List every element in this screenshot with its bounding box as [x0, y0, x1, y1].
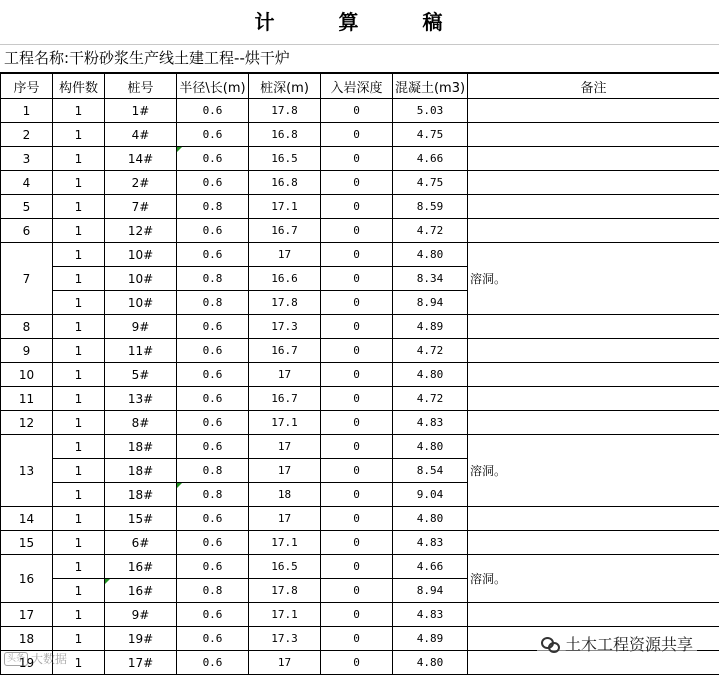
calc-table [0, 73, 719, 675]
cell-radius: 0.6 [177, 123, 249, 147]
cell-seq: 7 [1, 243, 53, 315]
cell-count: 1 [53, 531, 105, 555]
table-row [1, 243, 719, 267]
cell-depth: 17 [249, 363, 321, 387]
cell-concrete: 4.72 [393, 387, 468, 411]
cell-rock-depth: 0 [321, 147, 393, 171]
table-row [1, 171, 719, 195]
cell-rock-depth: 0 [321, 315, 393, 339]
cell-seq: 12 [1, 411, 53, 435]
cell-rock-depth: 0 [321, 651, 393, 675]
cell-seq: 9 [1, 339, 53, 363]
cell-count: 1 [53, 123, 105, 147]
cell-remark [468, 339, 719, 363]
cell-radius: 0.6 [177, 651, 249, 675]
table-row [1, 99, 719, 123]
cell-seq: 3 [1, 147, 53, 171]
cell-rock-depth: 0 [321, 363, 393, 387]
cell-count: 1 [53, 363, 105, 387]
cell-pile-no: 2# [105, 171, 177, 195]
cell-depth: 16.8 [249, 123, 321, 147]
cell-seq: 13 [1, 435, 53, 507]
cell-depth: 16.7 [249, 219, 321, 243]
cell-concrete: 5.03 [393, 99, 468, 123]
cell-radius: 0.6 [177, 507, 249, 531]
cell-pile-no: 16# [105, 555, 177, 579]
cell-rock-depth: 0 [321, 579, 393, 603]
cell-pile-no: 18# [105, 483, 177, 507]
cell-pile-no: 10# [105, 291, 177, 315]
cell-remark [468, 387, 719, 411]
header-seq: 序号 [1, 74, 53, 99]
cell-depth: 17.1 [249, 531, 321, 555]
cell-concrete: 4.83 [393, 531, 468, 555]
cell-remark [468, 195, 719, 219]
header-pile-no: 桩号 [105, 74, 177, 99]
cell-pile-no: 4# [105, 123, 177, 147]
cell-rock-depth: 0 [321, 195, 393, 219]
cell-concrete: 4.83 [393, 411, 468, 435]
header-concrete: 混凝土(m3) [393, 74, 468, 99]
cell-radius: 0.8 [177, 267, 249, 291]
cell-count: 1 [53, 195, 105, 219]
cell-concrete: 4.75 [393, 123, 468, 147]
cell-rock-depth: 0 [321, 627, 393, 651]
cell-seq: 19 [1, 651, 53, 675]
cell-count: 1 [53, 435, 105, 459]
cell-concrete: 4.66 [393, 555, 468, 579]
cell-rock-depth: 0 [321, 555, 393, 579]
cell-seq: 6 [1, 219, 53, 243]
table-row [1, 147, 719, 171]
cell-count: 1 [53, 267, 105, 291]
cell-count: 1 [53, 483, 105, 507]
cell-remark [468, 507, 719, 531]
header-radius: 半径\长(m) [177, 74, 249, 99]
cell-rock-depth: 0 [321, 171, 393, 195]
cell-remark [468, 531, 719, 555]
cell-depth: 17.1 [249, 195, 321, 219]
cell-pile-no: 18# [105, 435, 177, 459]
cell-pile-no: 14# [105, 147, 177, 171]
cell-radius: 0.6 [177, 219, 249, 243]
cell-rock-depth: 0 [321, 291, 393, 315]
project-name: 工程名称:干粉砂浆生产线土建工程--烘干炉 [0, 45, 719, 73]
cell-concrete: 4.80 [393, 507, 468, 531]
watermark-text: 土木工程资源共享 [565, 632, 693, 655]
cell-rock-depth: 0 [321, 243, 393, 267]
cell-count: 1 [53, 579, 105, 603]
cell-concrete: 4.75 [393, 171, 468, 195]
cell-count: 1 [53, 147, 105, 171]
cell-count: 1 [53, 387, 105, 411]
cell-radius: 0.8 [177, 291, 249, 315]
header-remark: 备注 [468, 74, 719, 99]
cell-pile-no: 6# [105, 531, 177, 555]
cell-remark [468, 171, 719, 195]
cell-concrete: 8.94 [393, 579, 468, 603]
cell-pile-no: 5# [105, 363, 177, 387]
cell-pile-no: 9# [105, 603, 177, 627]
cell-remark [468, 315, 719, 339]
table-row [1, 363, 719, 387]
cell-seq: 2 [1, 123, 53, 147]
cell-count: 1 [53, 291, 105, 315]
cell-depth: 17.1 [249, 603, 321, 627]
cell-concrete: 4.80 [393, 435, 468, 459]
cell-pile-no: 1# [105, 99, 177, 123]
cell-radius: 0.6 [177, 435, 249, 459]
cell-depth: 17.3 [249, 627, 321, 651]
cell-radius: 0.6 [177, 603, 249, 627]
cell-concrete: 4.80 [393, 243, 468, 267]
cell-concrete: 4.80 [393, 651, 468, 675]
cell-seq: 5 [1, 195, 53, 219]
table-row [1, 531, 719, 555]
cell-remark [468, 147, 719, 171]
cell-concrete: 4.72 [393, 339, 468, 363]
cell-depth: 16.5 [249, 147, 321, 171]
cell-remark [468, 123, 719, 147]
cell-remark [468, 411, 719, 435]
cell-radius: 0.6 [177, 363, 249, 387]
cell-seq: 10 [1, 363, 53, 387]
header-rock-depth: 入岩深度 [321, 74, 393, 99]
cell-rock-depth: 0 [321, 483, 393, 507]
cell-rock-depth: 0 [321, 411, 393, 435]
cell-seq: 15 [1, 531, 53, 555]
cell-pile-no: 12# [105, 219, 177, 243]
cell-seq: 4 [1, 171, 53, 195]
cell-pile-no: 8# [105, 411, 177, 435]
cell-count: 1 [53, 627, 105, 651]
cell-radius: 0.6 [177, 411, 249, 435]
cell-depth: 16.5 [249, 555, 321, 579]
cell-radius: 0.6 [177, 531, 249, 555]
cell-rock-depth: 0 [321, 339, 393, 363]
cell-radius: 0.8 [177, 483, 249, 507]
cell-count: 1 [53, 339, 105, 363]
cell-rock-depth: 0 [321, 219, 393, 243]
cell-rock-depth: 0 [321, 507, 393, 531]
cell-remark [468, 99, 719, 123]
cell-depth: 17 [249, 459, 321, 483]
cell-rock-depth: 0 [321, 123, 393, 147]
cell-radius: 0.8 [177, 459, 249, 483]
cell-depth: 17.3 [249, 315, 321, 339]
cell-remark: 溶洞。 [468, 555, 719, 603]
cell-remark: 溶洞。 [468, 243, 719, 315]
table-row [1, 195, 719, 219]
table-row [1, 411, 719, 435]
cell-rock-depth: 0 [321, 531, 393, 555]
cell-pile-no: 15# [105, 507, 177, 531]
cell-depth: 17 [249, 435, 321, 459]
cell-seq: 16 [1, 555, 53, 603]
table-row [1, 555, 719, 579]
cell-count: 1 [53, 219, 105, 243]
cell-radius: 0.6 [177, 243, 249, 267]
cell-depth: 16.6 [249, 267, 321, 291]
table-row [1, 507, 719, 531]
cell-seq: 11 [1, 387, 53, 411]
watermark-left [4, 650, 67, 667]
cell-seq: 14 [1, 507, 53, 531]
cell-depth: 17 [249, 507, 321, 531]
page-title: 计 算 稿 [0, 0, 719, 45]
cell-concrete: 4.89 [393, 627, 468, 651]
cell-count: 1 [53, 99, 105, 123]
cell-remark [468, 219, 719, 243]
cell-pile-no: 13# [105, 387, 177, 411]
cell-depth: 17 [249, 243, 321, 267]
cell-radius: 0.8 [177, 579, 249, 603]
cell-radius: 0.6 [177, 99, 249, 123]
cell-radius: 0.6 [177, 315, 249, 339]
cell-remark: 溶洞。 [468, 435, 719, 507]
header-depth: 桩深(m) [249, 74, 321, 99]
cell-concrete: 4.80 [393, 363, 468, 387]
cell-concrete: 9.04 [393, 483, 468, 507]
cell-depth: 16.7 [249, 387, 321, 411]
cell-concrete: 4.89 [393, 315, 468, 339]
cell-count: 1 [53, 459, 105, 483]
cell-pile-no: 11# [105, 339, 177, 363]
cell-depth: 17 [249, 651, 321, 675]
cell-rock-depth: 0 [321, 99, 393, 123]
cell-rock-depth: 0 [321, 435, 393, 459]
cell-depth: 17.8 [249, 579, 321, 603]
table-row [1, 219, 719, 243]
cell-pile-no: 10# [105, 267, 177, 291]
cell-pile-no: 17# [105, 651, 177, 675]
cell-pile-no: 10# [105, 243, 177, 267]
cell-seq: 8 [1, 315, 53, 339]
toutiao-icon: 头条 [4, 652, 28, 666]
cell-pile-no: 18# [105, 459, 177, 483]
table-row [1, 315, 719, 339]
header-row [1, 74, 719, 99]
cell-depth: 17.8 [249, 291, 321, 315]
cell-depth: 17.1 [249, 411, 321, 435]
cell-depth: 17.8 [249, 99, 321, 123]
cell-count: 1 [53, 507, 105, 531]
cell-radius: 0.6 [177, 627, 249, 651]
cell-concrete: 4.72 [393, 219, 468, 243]
cell-concrete: 8.59 [393, 195, 468, 219]
table-row [1, 123, 719, 147]
cell-concrete: 8.54 [393, 459, 468, 483]
cell-count: 1 [53, 243, 105, 267]
cell-count: 1 [53, 315, 105, 339]
cell-remark [468, 363, 719, 387]
cell-rock-depth: 0 [321, 267, 393, 291]
table-row [1, 339, 719, 363]
cell-depth: 16.7 [249, 339, 321, 363]
cell-depth: 18 [249, 483, 321, 507]
cell-rock-depth: 0 [321, 603, 393, 627]
watermark-left-text: 大数据 [31, 650, 67, 667]
cell-rock-depth: 0 [321, 459, 393, 483]
cell-pile-no: 7# [105, 195, 177, 219]
cell-remark [468, 603, 719, 627]
cell-seq: 18 [1, 627, 53, 651]
cell-concrete: 8.94 [393, 291, 468, 315]
cell-count: 1 [53, 651, 105, 675]
wechat-icon [541, 637, 559, 651]
cell-concrete: 4.66 [393, 147, 468, 171]
cell-pile-no: 19# [105, 627, 177, 651]
cell-radius: 0.6 [177, 387, 249, 411]
cell-count: 1 [53, 411, 105, 435]
watermark-source [537, 632, 697, 655]
cell-concrete: 4.83 [393, 603, 468, 627]
table-row [1, 603, 719, 627]
cell-concrete: 8.34 [393, 267, 468, 291]
table-row [1, 387, 719, 411]
cell-count: 1 [53, 555, 105, 579]
cell-count: 1 [53, 603, 105, 627]
cell-rock-depth: 0 [321, 387, 393, 411]
cell-seq: 1 [1, 99, 53, 123]
cell-radius: 0.8 [177, 195, 249, 219]
table-row [1, 435, 719, 459]
cell-seq: 17 [1, 603, 53, 627]
cell-depth: 16.8 [249, 171, 321, 195]
cell-radius: 0.6 [177, 147, 249, 171]
header-count: 构件数 [53, 74, 105, 99]
cell-pile-no: 9# [105, 315, 177, 339]
cell-count: 1 [53, 171, 105, 195]
cell-pile-no: 16# [105, 579, 177, 603]
cell-radius: 0.6 [177, 171, 249, 195]
cell-radius: 0.6 [177, 339, 249, 363]
cell-radius: 0.6 [177, 555, 249, 579]
